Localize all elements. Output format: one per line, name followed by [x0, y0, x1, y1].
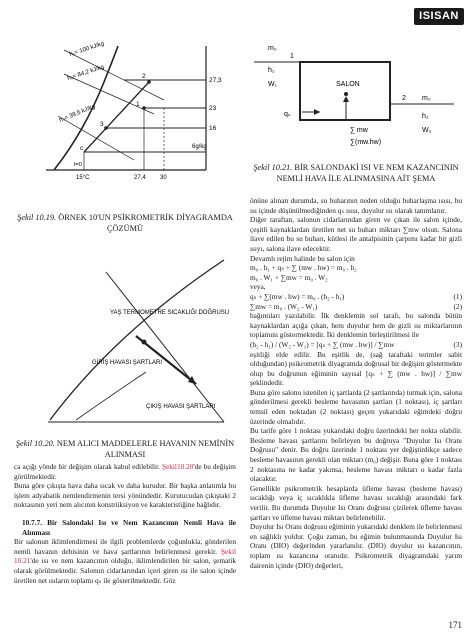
fig21-point-1: 1: [290, 53, 294, 60]
fig21-h2-label: h₂: [422, 113, 429, 120]
fig19-t27-4-label: 27,4: [134, 175, 146, 181]
left-paragraph-2: Buna göre çıkışta hava daha sıcak ve daha kurudur. Bir başka anlatımla bu işlem adyabatik nemlendirmenin tersi yönündedir. Kurutucudan çıkıştaki 2 noktasının yeri nem alıcının konstrüksiyon ve karakteristiğine bağlıdır.: [14, 481, 236, 510]
fig19-value-6gkg: 6g/kg: [192, 144, 207, 150]
right-paragraph-4: bağıntıları yazılabilir. İlk denklemin sol tarafı, bu salonda bütün kaynaklardan açığa çıkan, hem duyulur hem de gizli ısı miktarlarının toplamını göstermektedir. İki denklemin birleştirilmesi ile: [250, 311, 462, 340]
figure-10-20-caption: [14, 438, 236, 460]
left-paragraph-3: Bir salonun iklimlendirmesi ile ilgili problemlerde çoğunlukla, gönderilen nemli havanın debisinin ve hava şartlarının belirlenmesi gerekir. Şekil 10.21'de ısı ve nem kazancının olduğu, iklimlendirilen bir salon, şematik olarak görülmektedir. Salonun cidarlarından içeri giren ısı ile salon içinde üretilen net ısıların toplamı qₛ ile gösterilmektedir. Göz: [14, 537, 236, 585]
equation-2: ∑mw = m₀ . (W₂ - W₁) (2): [250, 301, 462, 311]
figure-10-21-number: Şekil 10.21.: [253, 163, 293, 172]
fig19-t0-label: t=0: [74, 162, 82, 168]
equation-3: (h₂ - h₁) / (W₂ - W₁) = [qₛ + ∑ (mw . hw)] / ∑mw (3): [250, 339, 462, 349]
energy-balance-equation: m₀ . h₁ + qₛ + ∑ (mw . hw) = m₀ . h₂: [250, 263, 357, 273]
right-paragraph-veya: veya,: [250, 282, 266, 292]
right-paragraph-2: Diğer taraftan, salonun cidarlarından giren ve çıkan ile salon içinde, çeşitli kaynaklardan üretilen net su buharı miktarı ∑mw olsun. Salona ilave edilen bu su buharı, kütlesi ile antalpisinin çarpımı kadar bir gizli ısıyı, salona ilave edecektir.: [250, 215, 462, 253]
fig21-point-2: 2: [402, 95, 406, 102]
fig21-h1-label: h₁: [268, 67, 275, 74]
right-paragraph-6: Buna göre salonu istenilen iç şartlarda (2 şartlarında) tutmak için, salona gönderilmesi gerekli besleme havasının şartları (1 noktası), iç şartları temsil eden noktadan (2 noktası) geçen yukarıdaki eğimdeki doğru üzerinde olmalıdır.: [250, 387, 462, 426]
right-column-text: [250, 196, 462, 570]
fig20-outlet-label: ÇIKIŞ HAVASI ŞARTLARI: [146, 404, 216, 410]
fig20-inlet-label: GİRİŞ HAVASI ŞARTLARI: [92, 360, 163, 366]
fig19-h1-label: h₁= 100 kJ/kg: [68, 41, 106, 58]
figure-10-19-number: Şekil 10.19.: [17, 213, 57, 222]
fig21-m0-out-label: m₀: [422, 95, 431, 102]
figure-10-19-caption: [14, 212, 236, 234]
right-paragraph-8: Genellikle psikrometrik hesaplarda üfleme havası (besleme havası) sıcaklığı veya iç sıcaklıkla üfleme havası sıcaklığı arasındaki fark verilir. Bu durumda Duyulur Isı Oranı doğrusu çizilerek üfleme havası şartları ve üfleme havası miktarı belirlenebilir.: [250, 483, 462, 522]
fig19-t15-label: 15°C: [76, 175, 90, 181]
fig19-t30-label: 30: [160, 175, 167, 181]
isisan-logo: ISISAN: [414, 8, 464, 25]
fig20-wet-bulb-label: YAŞ TERMOMETRE SICAKLIĞI DOĞRUSU: [110, 310, 230, 316]
figure-10-21-caption: [250, 162, 462, 184]
right-paragraph-3: Devamlı rejim halinde bu salon için: [250, 253, 355, 263]
figure-10-21-title: BİR SALONDAKİ ISI VE NEM KAZANCININ NEMLİ HAVA İLE ALINMASINA AİT ŞEMA: [276, 163, 459, 183]
equation-1: qₛ + ∑(mw . hw) = m₀ . (h₂ - h₁) (1): [250, 291, 462, 301]
page-number: 171: [448, 620, 462, 630]
fig21-w2-label: W₂: [422, 127, 432, 134]
fig21-sum-mwhw-label: ∑(mw.hw): [350, 139, 382, 146]
fig19-value-16: 16: [209, 125, 217, 132]
mass-balance-equation: m₀ . W₁ + ∑mw = m₀ . W₂: [250, 272, 328, 282]
figure-10-20-diagram: [46, 252, 230, 424]
right-paragraph-5: eşitliği elde edilir. Bu eşitlik de, (sağ taraftaki terimler sabit olduğundan) psikrometrik diyagramda doğrusal bir değişim göstermekte olup bu doğrunun eğiminin sayısal [qₛ + ∑ (mw . hw)] / ∑mw şeklindedir.: [250, 349, 462, 388]
fig19-point-3: 3: [100, 121, 104, 128]
fig19-value-23: 23: [209, 105, 217, 112]
figure-10-19-title: ÖRNEK 10'UN PSİKROMETRİK DİYAGRAMDA ÇÖZÜMÜ: [56, 213, 233, 233]
right-paragraph-1: önüne alınan durumda, su buharının neden olduğu buharlaşma ısısı, bu ısı içinde düşünülmediğinden qₛ ısısı, duyulur ısı olarak tanımlanır.: [250, 196, 462, 215]
fig19-h3-label: h₃= 39,5 kJ/kg: [58, 103, 97, 124]
right-paragraph-9: Duyulur Isı Oranı doğrusu eğiminin yukarıdaki denklem ile belirlenmesi en sağlıklı yoldur. Çoğu zaman, bu eğimin bulunmasında Duyulur Isı Oranı (DIO) değerinden yararlanılır. (DIO) duyulur ısı kazancının, toplam ısı kazancına oranıdır. Psikrometrik diyagramdaki yarım dairenin içinde (DIO) değerleri,: [250, 522, 462, 570]
section-heading: 10.7.7. Bir Salondaki Isı ve Nem Kazancının Nemli Hava ile Alınması: [22, 517, 236, 537]
figure-10-19-psychrometric-diagram: [44, 41, 222, 182]
fig19-point-c: c: [80, 145, 84, 152]
figure-10-21-schema: [254, 38, 460, 156]
fig19-point-2: 2: [142, 73, 146, 80]
figure-10-21-reference-link[interactable]: Şekil 10.21: [14, 546, 236, 566]
fig21-sum-mw-label: ∑ mw: [350, 127, 368, 134]
fig19-h2-label: h₂= 84,2 kJ/kg: [66, 64, 105, 82]
figure-10-20-reference-link[interactable]: Şekil10.20: [161, 462, 194, 471]
figure-10-20-title: NEM ALICI MADDELERLE HAVANIN NEMİNİN ALINMASI: [54, 439, 235, 459]
figure-10-20-number: Şekil 10.20.: [15, 439, 55, 448]
fig21-m0-label: m₀: [268, 45, 277, 52]
left-paragraph-1: ca açığı yönde bir değişim olarak kabul edilebilir. Şekil10.20'de bu değişim görülmektedir.: [14, 462, 236, 481]
left-column-text: [14, 462, 236, 585]
right-paragraph-7: Bu tarife göre 1 noktası yukarıdaki doğru üzerindeki her nokta olabilir. Besleme havası şartlarını belirleyen bu doğruya "Duyulur Isı Oranı Doğrusu" denir. Bu doğru üzerinde 1 noktası yer değiştirdikçe sadece besleme havasının gerekli olan miktarı (m₀) değişir. Buna göre 1 noktası 2 noktasına ne kadar yakınsa, besleme havası miktarı o kadar fazla olacaktır.: [250, 426, 462, 484]
fig21-salon-label: SALON: [336, 81, 360, 88]
fig21-qs-label: qₛ: [284, 111, 291, 118]
fig19-point-1: 1: [136, 101, 140, 108]
fig21-w1-label: W₁: [268, 81, 277, 88]
fig19-value-27-3: 27,3: [209, 77, 222, 84]
